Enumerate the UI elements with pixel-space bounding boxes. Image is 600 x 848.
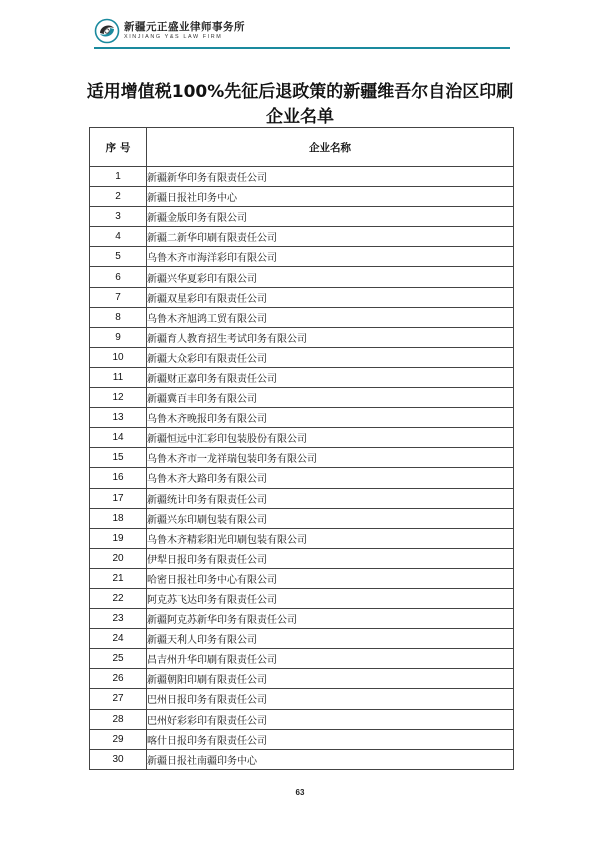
- enterprise-name: 新疆统计印务有限责任公司: [147, 488, 514, 508]
- enterprise-name: 乌鲁木齐旭鸿工贸有限公司: [147, 307, 514, 327]
- row-number: 27: [90, 689, 147, 709]
- enterprise-name: 乌鲁木齐精彩阳光印刷包装有限公司: [147, 528, 514, 548]
- table-row: [90, 508, 514, 528]
- table-row: [90, 327, 514, 347]
- table-row: [90, 709, 514, 729]
- table-row: [90, 649, 514, 669]
- row-number: 24: [90, 629, 147, 649]
- enterprise-name: 新疆恒远中汇彩印包装股份有限公司: [147, 428, 514, 448]
- table-row: [90, 689, 514, 709]
- row-number: 18: [90, 508, 147, 528]
- enterprise-name: 新疆新华印务有限责任公司: [147, 167, 514, 187]
- document-title-line2: 企业名单: [266, 107, 334, 127]
- firm-name-en: XINJIANG Y&S LAW FIRM: [124, 34, 223, 40]
- table-row: [90, 568, 514, 588]
- row-number: 8: [90, 307, 147, 327]
- table-row: [90, 488, 514, 508]
- row-number: 5: [90, 247, 147, 267]
- row-number: 9: [90, 327, 147, 347]
- table-row: [90, 408, 514, 428]
- table-row: [90, 428, 514, 448]
- enterprise-name: 哈密日报社印务中心有限公司: [147, 568, 514, 588]
- enterprise-table: [89, 127, 514, 770]
- enterprise-name: 新疆大众彩印有限责任公司: [147, 347, 514, 367]
- row-number: 6: [90, 267, 147, 287]
- table-row: [90, 669, 514, 689]
- table-row: [90, 749, 514, 769]
- column-header-no: 序 号: [90, 128, 147, 167]
- table-row: [90, 167, 514, 187]
- table-row: [90, 307, 514, 327]
- enterprise-name: 乌鲁木齐大路印务有限公司: [147, 468, 514, 488]
- table-header-row: [90, 128, 514, 167]
- enterprise-name: 新疆兴华夏彩印有限公司: [147, 267, 514, 287]
- table-row: [90, 548, 514, 568]
- enterprise-name: 新疆兴东印刷包装有限公司: [147, 508, 514, 528]
- enterprise-name: 新疆天利人印务有限公司: [147, 629, 514, 649]
- row-number: 29: [90, 729, 147, 749]
- row-number: 30: [90, 749, 147, 769]
- table-row: [90, 367, 514, 387]
- row-number: 14: [90, 428, 147, 448]
- table-row: [90, 528, 514, 548]
- document-title-line1: 适用增值税100%先征后退政策的新疆维吾尔自治区印刷: [86, 82, 514, 102]
- enterprise-name: 巴州日报印务有限责任公司: [147, 689, 514, 709]
- row-number: 23: [90, 609, 147, 629]
- row-number: 16: [90, 468, 147, 488]
- firm-header: [94, 16, 245, 46]
- row-number: 22: [90, 588, 147, 608]
- table-row: [90, 588, 514, 608]
- row-number: 13: [90, 408, 147, 428]
- row-number: 15: [90, 448, 147, 468]
- table-row: [90, 729, 514, 749]
- enterprise-name: 乌鲁木齐晚报印务有限公司: [147, 408, 514, 428]
- table-body: [90, 167, 514, 770]
- table-row: [90, 629, 514, 649]
- header-divider: [94, 47, 510, 49]
- row-number: 1: [90, 167, 147, 187]
- row-number: 2: [90, 187, 147, 207]
- enterprise-name: 新疆金版印务有限公司: [147, 207, 514, 227]
- row-number: 17: [90, 488, 147, 508]
- enterprise-name: 乌鲁木齐市一龙祥瑞包装印务有限公司: [147, 448, 514, 468]
- enterprise-name: 乌鲁木齐市海洋彩印有限公司: [147, 247, 514, 267]
- enterprise-name: 新疆朝阳印刷有限责任公司: [147, 669, 514, 689]
- enterprise-name: 昌吉州升华印刷有限责任公司: [147, 649, 514, 669]
- row-number: 21: [90, 568, 147, 588]
- table-row: [90, 267, 514, 287]
- row-number: 3: [90, 207, 147, 227]
- row-number: 19: [90, 528, 147, 548]
- enterprise-name: 新疆二新华印刷有限责任公司: [147, 227, 514, 247]
- table-row: [90, 609, 514, 629]
- row-number: 11: [90, 367, 147, 387]
- enterprise-name: 新疆双星彩印有限责任公司: [147, 287, 514, 307]
- table-row: [90, 448, 514, 468]
- row-number: 26: [90, 669, 147, 689]
- row-number: 10: [90, 347, 147, 367]
- table-row: [90, 207, 514, 227]
- enterprise-name: 新疆日报社南疆印务中心: [147, 749, 514, 769]
- enterprise-name: 伊犁日报印务有限责任公司: [147, 548, 514, 568]
- table-row: [90, 187, 514, 207]
- enterprise-name: 喀什日报印务有限责任公司: [147, 729, 514, 749]
- row-number: 28: [90, 709, 147, 729]
- firm-name-block: [124, 21, 245, 41]
- column-header-name: 企业名称: [147, 128, 514, 167]
- table-row: [90, 388, 514, 408]
- row-number: 20: [90, 548, 147, 568]
- row-number: 25: [90, 649, 147, 669]
- table-row: [90, 247, 514, 267]
- table-row: [90, 227, 514, 247]
- swirl-logo-icon: [94, 18, 120, 44]
- enterprise-name: 新疆冀百丰印务有限公司: [147, 388, 514, 408]
- enterprise-name: 新疆阿克苏新华印务有限责任公司: [147, 609, 514, 629]
- row-number: 12: [90, 388, 147, 408]
- table-row: [90, 347, 514, 367]
- enterprise-name: 巴州好彩彩印有限责任公司: [147, 709, 514, 729]
- enterprise-name: 新疆育人教育招生考试印务有限公司: [147, 327, 514, 347]
- page-number: 63: [295, 788, 305, 797]
- row-number: 4: [90, 227, 147, 247]
- enterprise-name: 新疆财正嘉印务有限责任公司: [147, 367, 514, 387]
- table-row: [90, 468, 514, 488]
- enterprise-name: 新疆日报社印务中心: [147, 187, 514, 207]
- enterprise-name: 阿克苏飞达印务有限责任公司: [147, 588, 514, 608]
- row-number: 7: [90, 287, 147, 307]
- firm-name-cn: 新疆元正盛业律师事务所: [124, 21, 245, 33]
- table-row: [90, 287, 514, 307]
